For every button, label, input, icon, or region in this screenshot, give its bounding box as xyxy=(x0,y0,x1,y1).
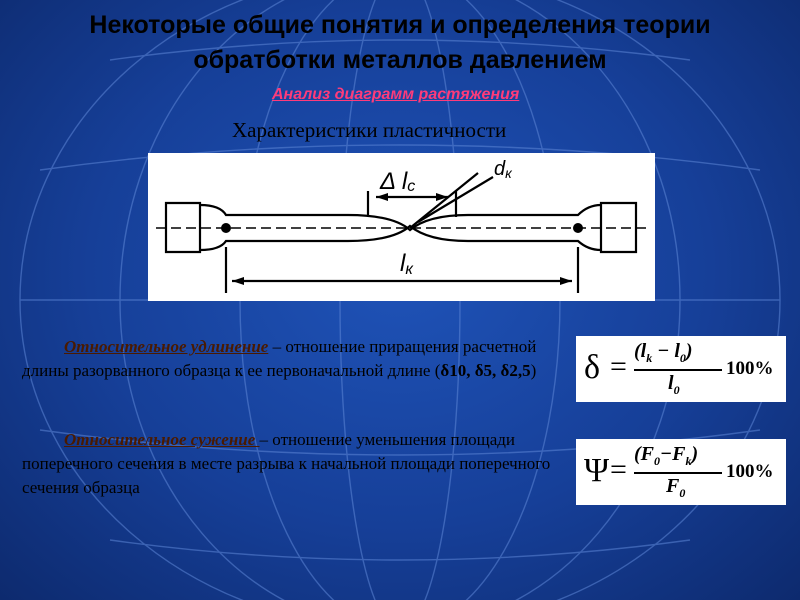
elongation-denominator: $l_0$ xyxy=(668,372,680,397)
fraction-bar xyxy=(634,472,722,474)
specimen-diagram xyxy=(148,153,655,301)
contraction-numerator: $(F_0-F_k)$ xyxy=(634,443,699,468)
elongation-numerator: $(l_k - l_0)$ xyxy=(634,340,693,365)
elongation-formula xyxy=(576,336,786,402)
contraction-formula xyxy=(576,439,786,505)
fraction-bar xyxy=(634,369,722,371)
lk-label: lк xyxy=(400,250,413,278)
delta-lc-label: Δ lc xyxy=(380,168,416,195)
elongation-definition xyxy=(22,335,580,383)
title-line-2: обратботки металлов давлением xyxy=(193,46,607,74)
dk-label: dк xyxy=(494,158,512,181)
contraction-term: Относительное сужение xyxy=(64,430,260,449)
percent-label: 100% xyxy=(726,358,774,379)
equals-sign: = xyxy=(610,453,627,486)
elongation-text: – отношение приращения расчетной длины разорванного образца к ее первоначальной длине ( xyxy=(22,337,537,380)
contraction-denominator: $F_0$ xyxy=(666,475,686,500)
title-line-1: Некоторые общие понятия и определения теории xyxy=(89,11,711,39)
psi-symbol: Ψ xyxy=(584,452,610,489)
equals-sign: = xyxy=(610,350,627,383)
contraction-text: – отношение уменьшения площади поперечного сечения в месте разрыва к начальной площади поперечного сечения образца xyxy=(22,430,551,497)
elongation-text-end: ) xyxy=(530,361,537,380)
elongation-symbols: δ10, δ5, δ2,5 xyxy=(440,361,531,380)
slide-title xyxy=(0,8,800,78)
section-heading: Характеристики пластичности xyxy=(232,118,507,142)
contraction-definition xyxy=(22,428,580,500)
percent-label: 100% xyxy=(726,461,774,482)
elongation-term: Относительное удлинение xyxy=(64,337,269,356)
specimen-drawing xyxy=(148,153,655,301)
subtitle-link[interactable]: Анализ диаграмм растяжения xyxy=(272,86,520,103)
delta-symbol: δ xyxy=(584,349,601,386)
